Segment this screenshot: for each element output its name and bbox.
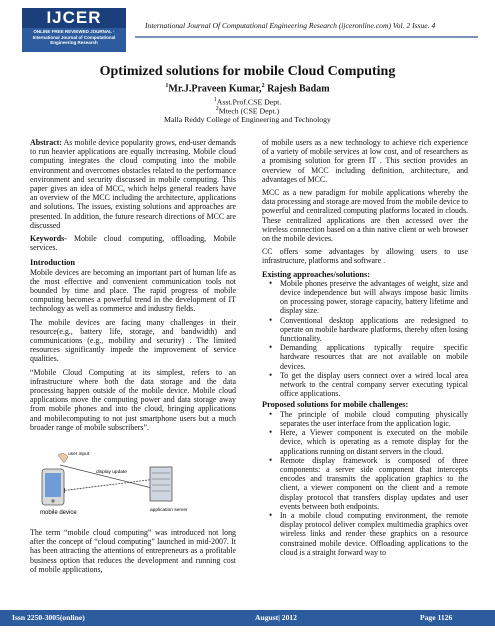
paper-title: Optimized solutions for mobile Cloud Computing xyxy=(99,64,396,79)
hand-icon xyxy=(58,453,68,463)
journal-logo xyxy=(22,8,126,52)
mobile-device-icon xyxy=(42,469,64,505)
right-paragraph-3: CC offers some advantages by allowing users to use infrastructure, platforms and software . xyxy=(262,247,468,266)
proposed-item: • In a mobile cloud computing environment, the remote display protocol deliver complex multimedia graphics over wireless links and render these graphics on a resource constrained mobile device. Offloading applications to the cloud is a straight forward way to xyxy=(280,511,468,557)
mcc-architecture-diagram xyxy=(38,449,188,523)
left-column-top xyxy=(30,138,236,436)
existing-item: • To get the display users connect over a wired local area network to the central company server executing typical office applications. xyxy=(280,371,468,399)
keywords xyxy=(30,234,236,252)
proposed-item: • Remote display framework is composed of three components: a server side component that intercepts encodes and transmits the application graphics to the client, a viewer component on the client and a remote display protocol that transfers display updates and user events between both endpoints. xyxy=(280,456,468,511)
intro-paragraph-2: The mobile devices are facing many challenges in their resource(e.g., battery life, storage, and bandwidth) and communications (e.g., mobility and security) . The limited resources significantly impede the improvement of service qualities. xyxy=(30,317,236,364)
journal-header: International Journal Of Computational Engineering Research (ijceronline.com) Vol. 2 Issue. 4 xyxy=(145,21,436,30)
intro-paragraph-4: The term “mobile cloud computing” was introduced not long after the concept of “cloud computing” launched in mid-2007. It has been attracting the attentions of entrepreneurs as a profitable business option that reduces the development and running cost of mobile applications, xyxy=(30,528,236,574)
author1-sup: 1 xyxy=(165,83,169,89)
intro-heading: Introduction xyxy=(30,258,76,268)
right-paragraph-1: of mobile users as a new technology to achieve rich experience of a variety of mobile services at low cost, and of researchers as a promising solution for green IT . This section provides an overview of MCC including definition, architecture, and advantages of MCC. xyxy=(262,138,468,184)
abstract xyxy=(30,138,236,230)
abstract-label: Abstract: xyxy=(30,138,62,147)
aff2-sup: 2 xyxy=(215,106,219,112)
intro-paragraph-3: “Mobile Cloud Computing at its simplest, refers to an infrastructure where both the data storage and the data processing happen outside of the mobile device. Mobile cloud applications move the computing power and data storage away from mobile phones and into the cloud, bringing applications and mobilecomputing to not just smartphone users but a much broader range of mobile subscribers”. xyxy=(30,367,236,432)
keywords-text: Mobile cloud computing, offloading, Mobile services. xyxy=(30,234,236,253)
existing-heading: Existing approaches/solutions: xyxy=(262,269,370,279)
abstract-text: As mobile device popularity grows, end-user demands to run heavier applications are equally increasing. Mobile cloud computing integrates the cloud computing into the mobile environment and overcomes obstacles related to the performance environment and security discussed in mobile computing. This paper gives an idea of MCC, which helps general readers have an overview of the MCC including the architecture, applications and solutions. The issues, existing solutions and approaches are presented. In addition, the future research directions of MCC are discussed xyxy=(30,138,236,230)
fig-application-server-label: application server xyxy=(150,508,188,513)
fig-display-update-label: display update xyxy=(96,470,127,475)
page-footer xyxy=(0,610,495,626)
aff1-sup: 1 xyxy=(213,97,217,103)
affiliation-3: Malla Reddy College of Engineering and Technology xyxy=(164,115,331,124)
logo-strip xyxy=(22,28,126,52)
existing-list xyxy=(262,279,468,399)
keywords-label: Keywords- xyxy=(30,234,67,244)
aff2-text: Mtech (CSE Dept.) xyxy=(218,106,280,116)
fig-mobile-device-label: mobile device xyxy=(40,510,77,516)
intro-paragraph-1: Mobile devices are becoming an important part of human life as the most effective and convenient communication tools not bounded by time and place. The rapid progress of mobile computing becomes a powerful trend in the development of IT technology as well as commerce and industry fields. xyxy=(30,267,236,314)
footer-date: August| 2012 xyxy=(255,613,297,622)
author2-sup: 2 xyxy=(261,83,265,89)
author2-name: Rajesh Badam xyxy=(264,83,330,95)
logo-wordmark: IJCER xyxy=(22,8,126,28)
footer-issn: Issn 2250-3005(online) xyxy=(12,613,85,622)
existing-item: • Demanding applications typically require specific hardware resources that are not available on mobile devices. xyxy=(280,343,468,371)
proposed-list xyxy=(262,410,468,557)
left-column-bottom xyxy=(30,528,236,578)
existing-item: • Mobile phones preserve the advantages of weight, size and device independence but will always impose basic limits on processing power, storage capacity, battery lifetime and display size. xyxy=(280,279,468,316)
paper-authors xyxy=(0,83,495,94)
footer-page: Page 1126 xyxy=(420,613,453,622)
right-paragraph-2: MCC as a new paradigm for mobile applications whereby the data processing and storage are moved from the mobile device to powerful and centralized computing platforms located in clouds. These centralized applications are then accessed over the wireless connection based on a thin native client or web browser on the mobile devices. xyxy=(262,188,468,244)
proposed-item: • Here, a Viewer component is executed on the mobile device, which is operating as a remote display for the applications running on distant servers in the cloud. xyxy=(280,428,468,456)
mcc-figure xyxy=(38,449,188,523)
proposed-heading: Proposed solutions for mobile challenges: xyxy=(262,400,409,410)
aff1-text: Asst.Prof.CSE Dept. xyxy=(216,97,282,107)
existing-item: • Conventional desktop applications are redesigned to operate on mobile hardware platforms, thereby often losing functionality. xyxy=(280,316,468,344)
right-column xyxy=(262,138,468,557)
author1-name: Mr.J.Praveen Kumar, xyxy=(168,83,262,95)
header-divider xyxy=(135,36,478,38)
logo-subtitle: ONLINE FREE REVIEWED JOURNAL · International Journal of Computational Engineering Research xyxy=(32,29,116,45)
fig-user-input-label: user input xyxy=(68,452,90,457)
proposed-item: • The principle of mobile cloud computing physically separates the user interface from the application logic. xyxy=(280,410,468,428)
server-icon xyxy=(150,467,172,501)
